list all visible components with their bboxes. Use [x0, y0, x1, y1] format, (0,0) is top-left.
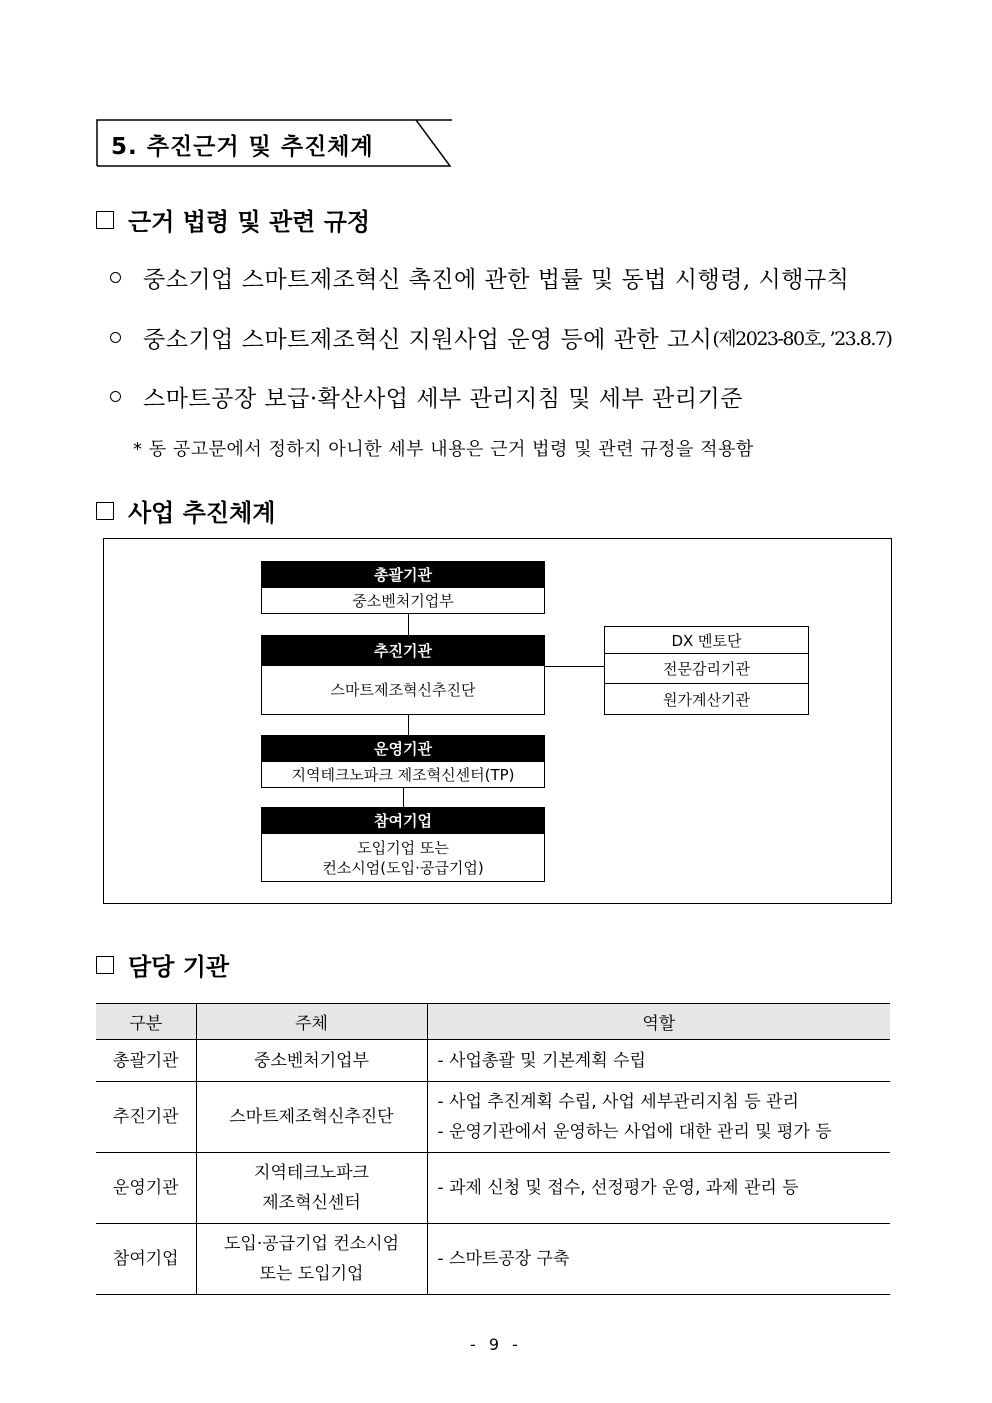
- table-row: [96, 1153, 890, 1224]
- checkbox-square-icon: [96, 211, 114, 229]
- cell-role: - 과제 신청 및 접수, 선정평가 운영, 과제 관리 등: [427, 1153, 890, 1224]
- connector-line: [403, 788, 404, 808]
- section-heading-legal: 근거 법령 및 관련 규정: [96, 202, 370, 237]
- circle-bullet-icon: [110, 332, 121, 343]
- org-chart: [103, 538, 892, 904]
- cell-role: - 사업총괄 및 기본계획 수립: [427, 1040, 890, 1082]
- side-item: 전문감리기관: [605, 654, 808, 684]
- org-box-head: 총괄기관: [262, 562, 544, 588]
- org-box-body: 중소벤처기업부: [352, 591, 454, 610]
- section-heading-structure: 사업 추진체계: [96, 493, 275, 528]
- cell-entity: 스마트제조혁신추진단: [196, 1082, 427, 1153]
- org-box-head: 추진기관: [262, 636, 544, 666]
- org-box-promotion: [261, 635, 545, 715]
- table-row: [96, 1224, 890, 1295]
- cell-entity: 도입·공급기업 컨소시엄 또는 도입기업: [196, 1224, 427, 1295]
- org-box-body: 도입기업 또는 컨소시엄(도입·공급기업): [322, 838, 484, 877]
- section-title-box: [96, 119, 451, 167]
- cell-category: 참여기업: [96, 1224, 196, 1295]
- column-header: 주체: [196, 1004, 427, 1040]
- cell-category: 추진기관: [96, 1082, 196, 1153]
- org-box-body: 지역테크노파크 제조혁신센터(TP): [291, 765, 515, 784]
- column-header: 구분: [96, 1004, 196, 1040]
- circle-bullet-icon: [110, 391, 121, 402]
- column-header: 역할: [427, 1004, 890, 1040]
- org-box-body: 스마트제조혁신추진단: [330, 681, 476, 699]
- table-row: [96, 1082, 890, 1153]
- table-header-row: [96, 1004, 890, 1040]
- connector-line: [545, 666, 605, 667]
- org-box-general: [261, 561, 545, 614]
- cell-role: - 스마트공장 구축: [427, 1224, 890, 1295]
- legal-item-3: 스마트공장 보급·확산사업 세부 관리지침 및 세부 관리기준: [110, 380, 743, 413]
- legal-item-1: 중소기업 스마트제조혁신 촉진에 관한 법률 및 동법 시행령, 시행규칙: [110, 261, 849, 294]
- side-item: 원가계산기관: [663, 690, 750, 709]
- org-box-operation: [261, 735, 545, 788]
- connector-line: [408, 614, 409, 636]
- circle-bullet-icon: [110, 272, 121, 283]
- legal-note: * 동 공고문에서 정하지 아니한 세부 내용은 근거 법령 및 관련 규정을 적용함: [133, 439, 754, 460]
- checkbox-square-icon: [96, 956, 114, 974]
- cell-entity: 중소벤처기업부: [196, 1040, 427, 1082]
- side-item: DX 멘토단: [605, 627, 808, 654]
- cell-category: 총괄기관: [96, 1040, 196, 1082]
- cell-role: - 사업 추진계획 수립, 사업 세부관리지침 등 관리 - 운영기관에서 운영하는 사업에 대한 관리 및 평가 등: [427, 1082, 890, 1153]
- agency-table: [96, 1003, 890, 1295]
- cell-category: 운영기관: [96, 1153, 196, 1224]
- legal-item-2: 중소기업 스마트제조혁신 지원사업 운영 등에 관한 고시 (제2023-80호, ’23.8.7): [110, 321, 891, 354]
- org-box-head: 참여기업: [262, 808, 544, 834]
- support-agencies-box: [604, 626, 809, 715]
- notice-number: (제2023-80호, ’23.8.7): [712, 328, 892, 350]
- page-title: 5. 추진근거 및 추진체계: [111, 134, 374, 160]
- section-heading-agencies: 담당 기관: [96, 947, 229, 982]
- page-number: - 9 -: [470, 1335, 522, 1354]
- org-box-participant: [261, 807, 545, 882]
- org-box-head: 운영기관: [262, 736, 544, 762]
- table-row: [96, 1040, 890, 1082]
- cell-entity: 지역테크노파크 제조혁신센터: [196, 1153, 427, 1224]
- connector-line: [408, 715, 409, 736]
- checkbox-square-icon: [96, 502, 114, 520]
